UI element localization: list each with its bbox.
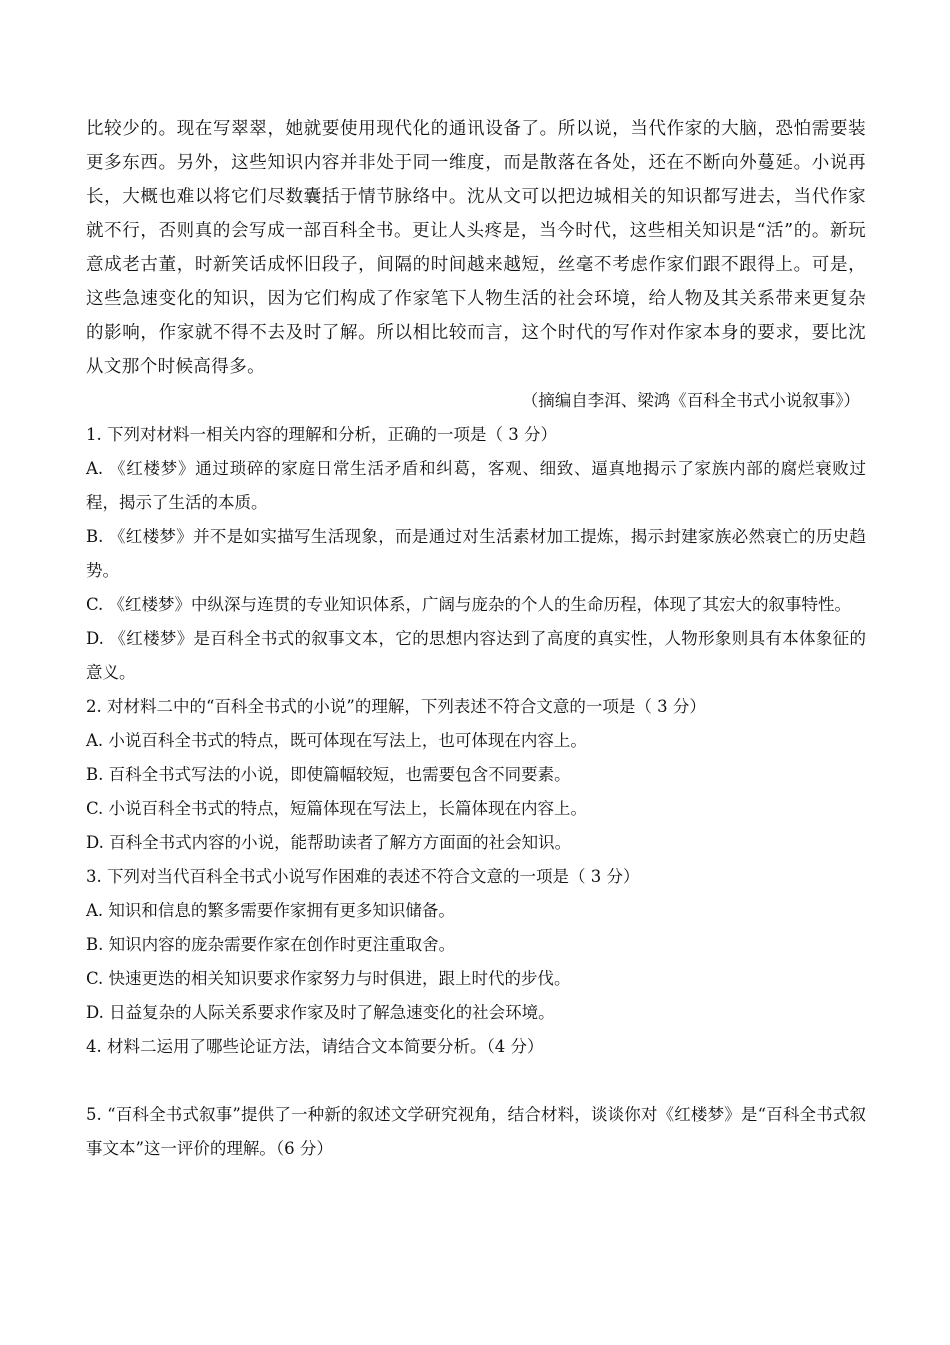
option-b: B. 知识内容的庞杂需要作家在创作时更注重取舍。 bbox=[86, 935, 456, 954]
question-stem: 5. “百科全书式叙事”提供了一种新的叙述文学研究视角，结合材料，谈谈你对《红楼梦》是“百科全书式叙事文本”这一评价的理解。（6 分） bbox=[86, 1105, 866, 1158]
option-d: D. 《红楼梦》是百科全书式的叙事文本，它的思想内容达到了高度的真实性，人物形象则具有本体象征的意义。 bbox=[86, 629, 866, 682]
question-1 bbox=[86, 418, 866, 690]
option-c: C. 《红楼梦》中纵深与连贯的专业知识体系，广阔与庞杂的个人的生命历程，体现了其宏大的叙事特性。 bbox=[86, 595, 852, 614]
option-a: A. 《红楼梦》通过琐碎的家庭日常生活矛盾和纠葛，客观、细致、逼真地揭示了家族内部的腐烂衰败过程，揭示了生活的本质。 bbox=[86, 459, 866, 512]
option-a: A. 小说百科全书式的特点，既可体现在写法上，也可体现在内容上。 bbox=[86, 731, 587, 750]
question-5 bbox=[86, 1098, 866, 1166]
question-stem: 4. 材料二运用了哪些论证方法，请结合文本简要分析。（4 分） bbox=[86, 1037, 544, 1056]
question-2 bbox=[86, 690, 866, 860]
answer-space bbox=[86, 1064, 866, 1098]
question-4 bbox=[86, 1030, 866, 1064]
question-stem: 1. 下列对材料一相关内容的理解和分析，正确的一项是（ 3 分） bbox=[86, 425, 557, 444]
option-b: B. 百科全书式写法的小说，即使篇幅较短，也需要包含不同要素。 bbox=[86, 765, 571, 784]
exam-page bbox=[86, 112, 866, 1166]
question-3 bbox=[86, 860, 866, 1030]
option-d: D. 百科全书式内容的小说，能帮助读者了解方方面面的社会知识。 bbox=[86, 833, 572, 852]
option-b: B. 《红楼梦》并不是如实描写生活现象，而是通过对生活素材加工提炼，揭示封建家族必然衰亡的历史趋势。 bbox=[86, 527, 866, 580]
question-stem: 3. 下列对当代百科全书式小说写作困难的表述不符合文意的一项是（ 3 分） bbox=[86, 867, 640, 886]
option-c: C. 小说百科全书式的特点，短篇体现在写法上，长篇体现在内容上。 bbox=[86, 799, 588, 818]
passage-paragraph: 比较少的。现在写翠翠，她就要使用现代化的通讯设备了。所以说，当代作家的大脑，恐怕需要装更多东西。另外，这些知识内容并非处于同一维度，而是散落在各处，还在不断向外蔓延。小说再长，大概也难以将它们尽数囊括于情节脉络中。沈从文可以把边城相关的知识都写进去，当代作家就不行，否则真的会写成一部百科全书。更让人头疼是，当今时代，这些相关知识是“活”的。新玩意成老古董，时新笑话成怀旧段子，间隔的时间越来越短，丝毫不考虑作家们跟不跟得上。可是，这些急速变化的知识，因为它们构成了作家笔下人物生活的社会环境，给人物及其关系带来更复杂的影响，作家就不得不去及时了解。所以相比较而言，这个时代的写作对作家本身的要求，要比沈从文那个时候高得多。 bbox=[86, 119, 866, 377]
option-c: C. 快速更迭的相关知识要求作家努力与时俱进，跟上时代的步伐。 bbox=[86, 969, 571, 988]
option-d: D. 日益复杂的人际关系要求作家及时了解急速变化的社会环境。 bbox=[86, 1003, 555, 1022]
option-a: A. 知识和信息的繁多需要作家拥有更多知识储备。 bbox=[86, 901, 455, 920]
question-stem: 2. 对材料二中的“百科全书式的小说”的理解，下列表述不符合文意的一项是（ 3 分） bbox=[86, 697, 706, 716]
passage-source: （摘编自李洱、梁鸿《百科全书式小说叙事》） bbox=[521, 391, 860, 410]
